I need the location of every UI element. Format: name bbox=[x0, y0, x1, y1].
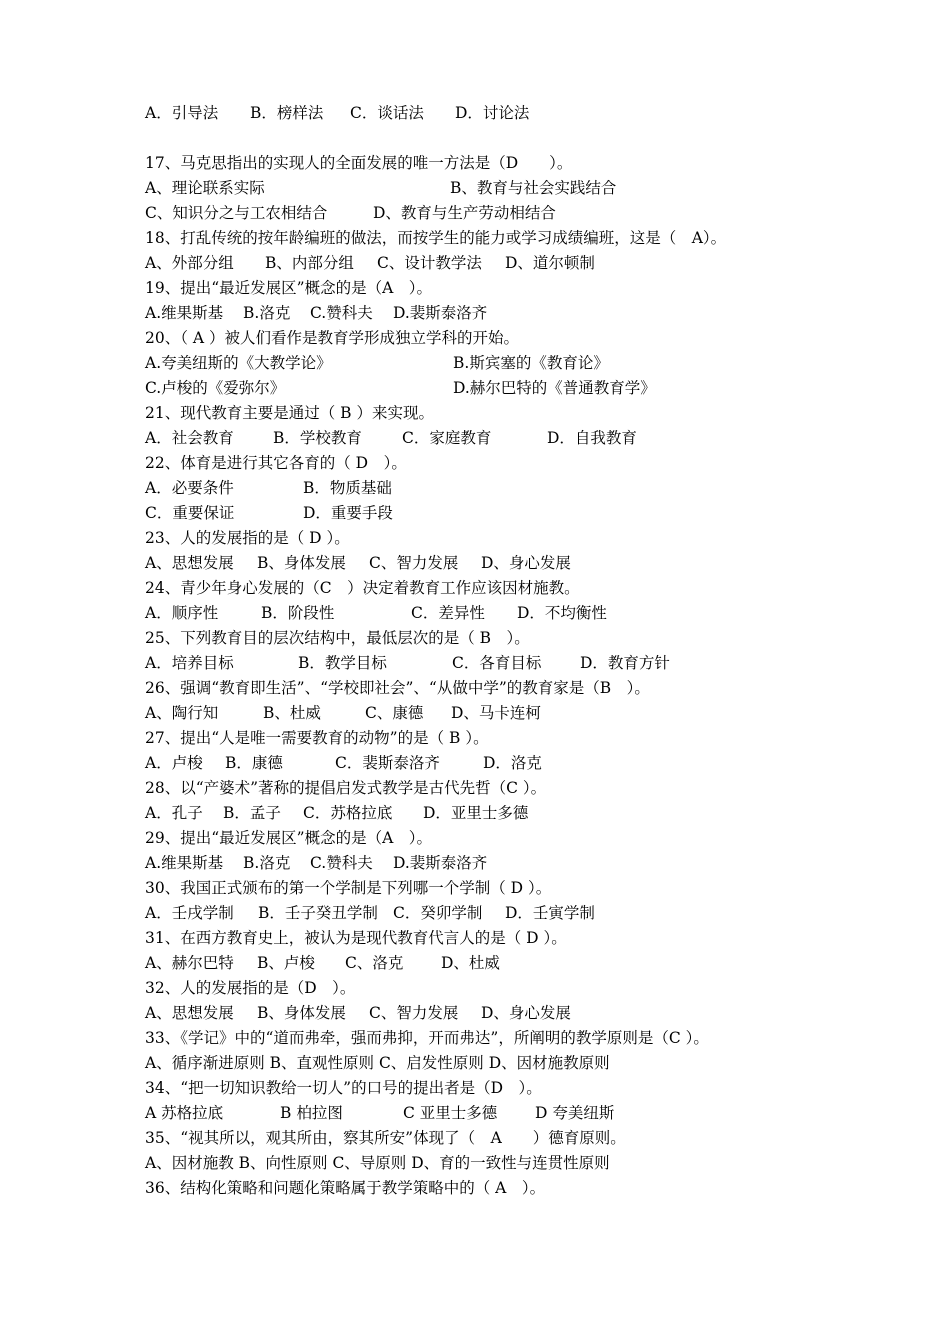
option-text: A．引导法 bbox=[145, 104, 219, 122]
option-text: D．亚里士多德 bbox=[423, 804, 529, 822]
option-text: A．壬戌学制 bbox=[145, 904, 234, 922]
option-text: A．必要条件 bbox=[145, 479, 234, 497]
line-text: A、因材施教 B、向性原则 C、导原则 D、育的一致性与连贯性原则 bbox=[145, 1154, 610, 1172]
text-line bbox=[145, 1178, 905, 1198]
option-text: A、思想发展 bbox=[145, 554, 234, 572]
line-text: 22、体育是进行其它各育的（ D ）。 bbox=[145, 454, 407, 472]
option-text: C．裴斯泰洛齐 bbox=[335, 754, 440, 772]
option-text: D、身心发展 bbox=[481, 554, 571, 572]
text-line bbox=[145, 1128, 905, 1148]
line-text: 18、打乱传统的按年龄编班的做法，而按学生的能力或学习成绩编班，这是（ A）。 bbox=[145, 229, 727, 247]
text-line bbox=[145, 1053, 905, 1073]
option-text: B．物质基础 bbox=[303, 479, 392, 497]
option-text: A．培养目标 bbox=[145, 654, 234, 672]
option-text: D、马卡连柯 bbox=[451, 704, 541, 722]
text-line bbox=[145, 628, 905, 648]
option-text: A．卢梭 bbox=[145, 754, 203, 772]
text-line bbox=[145, 378, 905, 398]
option-text: C.赞科夫 bbox=[310, 304, 373, 322]
text-line bbox=[145, 1003, 905, 1023]
text-line bbox=[145, 1103, 905, 1123]
option-text: C.赞科夫 bbox=[310, 854, 373, 872]
option-text: B．阶段性 bbox=[261, 604, 335, 622]
text-line bbox=[145, 753, 905, 773]
option-text: C.卢梭的《爱弥尔》 bbox=[145, 379, 286, 397]
text-line bbox=[145, 878, 905, 898]
text-line bbox=[145, 603, 905, 623]
option-text: C．差异性 bbox=[411, 604, 485, 622]
option-text: A、外部分组 bbox=[145, 254, 234, 272]
option-text: A.维果斯基 bbox=[145, 304, 224, 322]
line-text: 28、以“产婆术”著称的提倡启发式教学是古代先哲（C ）。 bbox=[145, 779, 547, 797]
text-line bbox=[145, 728, 905, 748]
text-line bbox=[145, 928, 905, 948]
option-text: A．社会教育 bbox=[145, 429, 234, 447]
option-text: A 苏格拉底 bbox=[145, 1104, 224, 1122]
text-line bbox=[145, 903, 905, 923]
text-line bbox=[145, 103, 905, 123]
text-line bbox=[145, 503, 905, 523]
option-text: A、赫尔巴特 bbox=[145, 954, 234, 972]
option-text: D、身心发展 bbox=[481, 1004, 571, 1022]
option-text: C．癸卯学制 bbox=[393, 904, 483, 922]
option-text: C、洛克 bbox=[345, 954, 404, 972]
text-line bbox=[145, 428, 905, 448]
line-text: 25、下列教育目的层次结构中，最低层次的是（ B ）。 bbox=[145, 629, 530, 647]
option-text: D．不均衡性 bbox=[517, 604, 607, 622]
text-line bbox=[145, 1153, 905, 1173]
option-text: B．学校教育 bbox=[273, 429, 362, 447]
option-text: A.夸美纽斯的《大教学论》 bbox=[145, 354, 332, 372]
text-line bbox=[145, 853, 905, 873]
line-text: 23、人的发展指的是（ D ）。 bbox=[145, 529, 350, 547]
text-line bbox=[145, 653, 905, 673]
line-text: 20、（ A ）被人们看作是教育学形成独立学科的开始。 bbox=[145, 329, 520, 347]
text-line bbox=[145, 303, 905, 323]
text-line bbox=[145, 478, 905, 498]
option-text: B、杜威 bbox=[263, 704, 321, 722]
option-text: B、卢梭 bbox=[257, 954, 315, 972]
line-text: 26、强调“教育即生活”、“学校即社会”、“从做中学”的教育家是（B ）。 bbox=[145, 679, 650, 697]
option-text: C、知识分之与工农相结合 bbox=[145, 204, 328, 222]
option-text: D、教育与生产劳动相结合 bbox=[373, 204, 556, 222]
text-line bbox=[145, 528, 905, 548]
option-text: D.裴斯泰洛齐 bbox=[393, 854, 488, 872]
option-text: B、内部分组 bbox=[265, 254, 354, 272]
option-text: C．苏格拉底 bbox=[303, 804, 393, 822]
option-text: D．教育方针 bbox=[580, 654, 670, 672]
option-text: B.洛克 bbox=[243, 854, 291, 872]
option-text: D、道尔顿制 bbox=[505, 254, 595, 272]
option-text: C．各育目标 bbox=[452, 654, 542, 672]
text-line bbox=[145, 703, 905, 723]
text-line bbox=[145, 353, 905, 373]
line-text: 34、“把一切知识教给一切人”的口号的提出者是（D ）。 bbox=[145, 1079, 542, 1097]
text-line bbox=[145, 453, 905, 473]
line-text: 29、提出“最近发展区”概念的是（A ）。 bbox=[145, 829, 433, 847]
line-text: 27、提出“人是唯一需要教育的动物”的是（ B ）。 bbox=[145, 729, 489, 747]
option-text: B．壬子癸丑学制 bbox=[258, 904, 378, 922]
option-text: C、康德 bbox=[365, 704, 424, 722]
option-text: D．讨论法 bbox=[455, 104, 530, 122]
option-text: D．壬寅学制 bbox=[505, 904, 595, 922]
line-text: 17、马克思指出的实现人的全面发展的唯一方法是（D ）。 bbox=[145, 154, 573, 172]
option-text: A．孔子 bbox=[145, 804, 203, 822]
line-text: 32、人的发展指的是（D ）。 bbox=[145, 979, 356, 997]
line-text: 19、提出“最近发展区”概念的是（A ）。 bbox=[145, 279, 433, 297]
option-text: B．康德 bbox=[225, 754, 283, 772]
option-text: D．重要手段 bbox=[303, 504, 393, 522]
text-line bbox=[145, 953, 905, 973]
option-text: A、陶行知 bbox=[145, 704, 219, 722]
option-text: B 柏拉图 bbox=[280, 1104, 343, 1122]
option-text: D．洛克 bbox=[483, 754, 542, 772]
option-text: C．家庭教育 bbox=[402, 429, 492, 447]
line-text: 21、现代教育主要是通过（ B ）来实现。 bbox=[145, 404, 434, 422]
line-text: 30、我国正式颁布的第一个学制是下列哪一个学制（ D ）。 bbox=[145, 879, 552, 897]
text-line bbox=[145, 1028, 905, 1048]
text-line bbox=[145, 153, 905, 173]
option-text: C、设计教学法 bbox=[377, 254, 482, 272]
text-line bbox=[145, 678, 905, 698]
line-text: 33、《学记》中的“道而弗牵，强而弗抑，开而弗达”，所阐明的教学原则是（C ）。 bbox=[145, 1029, 709, 1047]
line-text: 24、青少年身心发展的（C ）决定着教育工作应该因材施教。 bbox=[145, 579, 580, 597]
option-text: D 夸美纽斯 bbox=[535, 1104, 615, 1122]
option-text: B.洛克 bbox=[243, 304, 291, 322]
text-line bbox=[145, 1078, 905, 1098]
line-text: 31、在西方教育史上，被认为是现代教育代言人的是（ D ）。 bbox=[145, 929, 567, 947]
option-text: A．顺序性 bbox=[145, 604, 219, 622]
option-text: D.裴斯泰洛齐 bbox=[393, 304, 488, 322]
option-text: D.赫尔巴特的《普通教育学》 bbox=[453, 379, 656, 397]
option-text: C．重要保证 bbox=[145, 504, 235, 522]
option-text: B、教育与社会实践结合 bbox=[450, 179, 617, 197]
option-text: A、理论联系实际 bbox=[145, 179, 265, 197]
text-line bbox=[145, 803, 905, 823]
option-text: C．谈话法 bbox=[350, 104, 424, 122]
text-line bbox=[145, 578, 905, 598]
option-text: A.维果斯基 bbox=[145, 854, 224, 872]
option-text: B、身体发展 bbox=[257, 1004, 346, 1022]
line-text: 35、“视其所以，观其所由，察其所安”体现了（ A ）德育原则。 bbox=[145, 1129, 626, 1147]
option-text: B．教学目标 bbox=[298, 654, 387, 672]
line-text: A、循序渐进原则 B、直观性原则 C、启发性原则 D、因材施教原则 bbox=[145, 1054, 610, 1072]
text-line bbox=[145, 978, 905, 998]
option-text: D．自我教育 bbox=[547, 429, 637, 447]
text-line bbox=[145, 403, 905, 423]
text-line bbox=[145, 253, 905, 273]
text-line bbox=[145, 778, 905, 798]
line-text: 36、结构化策略和问题化策略属于教学策略中的（ A ）。 bbox=[145, 1179, 546, 1197]
text-line bbox=[145, 278, 905, 298]
text-line bbox=[145, 178, 905, 198]
option-text: C、智力发展 bbox=[369, 1004, 459, 1022]
text-line bbox=[145, 328, 905, 348]
option-text: B.斯宾塞的《教育论》 bbox=[453, 354, 609, 372]
option-text: A、思想发展 bbox=[145, 1004, 234, 1022]
option-text: B．榜样法 bbox=[250, 104, 324, 122]
text-line bbox=[145, 553, 905, 573]
text-line bbox=[145, 203, 905, 223]
option-text: B．孟子 bbox=[223, 804, 281, 822]
option-text: C 亚里士多德 bbox=[403, 1104, 498, 1122]
text-line bbox=[145, 828, 905, 848]
option-text: B、身体发展 bbox=[257, 554, 346, 572]
option-text: C、智力发展 bbox=[369, 554, 459, 572]
option-text: D、杜威 bbox=[441, 954, 500, 972]
text-line bbox=[145, 228, 905, 248]
